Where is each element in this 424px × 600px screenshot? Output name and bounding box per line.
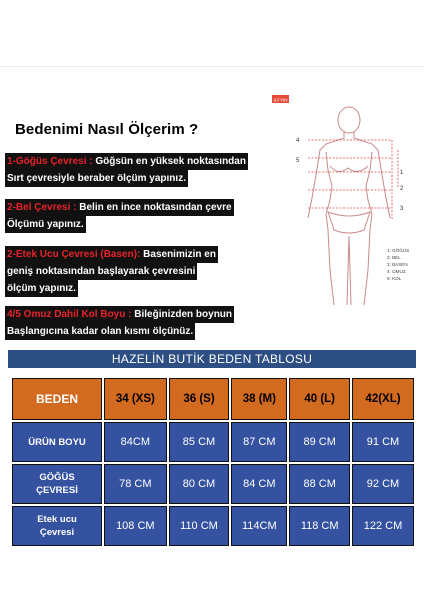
figure-legend-item: 2: BEL [387, 255, 401, 260]
body-measurement-figure [268, 90, 418, 310]
row-label-text: Çevresi [39, 527, 75, 538]
instruction-waist [5, 199, 234, 233]
figure-tag: ILFYIN [273, 97, 288, 103]
row-label [12, 422, 102, 462]
size-table-header-row [12, 378, 414, 420]
top-divider [0, 66, 424, 67]
figure-legend-item: 1: GÖĞÜS [387, 248, 410, 253]
row-label [12, 464, 102, 504]
figure-number: 3 [400, 206, 404, 212]
table-cell: 84CM [104, 422, 167, 462]
instruction-text: Başlangıcına kadar olan kısmı ölçünüz. [7, 326, 194, 337]
header-cell: 38 (M) [231, 378, 287, 420]
instruction-text: ölçüm yapınız. [7, 283, 76, 294]
table-cell: 89 CM [289, 422, 350, 462]
row-label-text: Etek ucu [37, 514, 77, 525]
table-cell: 85 CM [169, 422, 230, 462]
table-cell: 78 CM [104, 464, 167, 504]
row-label [12, 506, 102, 546]
size-table [10, 376, 416, 548]
table-cell: 91 CM [352, 422, 414, 462]
header-cell: BEDEN [12, 378, 102, 420]
table-row [12, 506, 414, 546]
figure-legend-item: 4: OMUZ [387, 269, 406, 274]
figure-legend-item: 5: KOL [387, 276, 402, 281]
table-cell: 118 CM [289, 506, 350, 546]
table-cell: 122 CM [352, 506, 414, 546]
page-title: Bedenimi Nasıl Ölçerim ? [15, 121, 199, 138]
table-cell: 88 CM [289, 464, 350, 504]
table-cell: 110 CM [169, 506, 230, 546]
instruction-text: Basenimizin en [140, 249, 216, 260]
header-cell: 40 (L) [289, 378, 350, 420]
table-cell: 92 CM [352, 464, 414, 504]
table-cell: 114CM [231, 506, 287, 546]
instruction-label: 2-Etek Ucu Çevresi (Basen): [7, 249, 141, 260]
instruction-label: 2-Bel Çevresi : [7, 202, 77, 213]
table-cell: 108 CM [104, 506, 167, 546]
table-cell: 80 CM [169, 464, 230, 504]
header-cell: 34 (XS) [104, 378, 167, 420]
instruction-hip [5, 246, 218, 297]
body-outline-illustration [268, 90, 418, 310]
instruction-text: Göğsün en yüksek noktasından [92, 156, 246, 167]
instruction-text: Ölçümü yapınız. [7, 219, 84, 230]
figure-number: 1 [400, 170, 404, 176]
row-label-text: ÜRÜN BOYU [28, 436, 86, 448]
instruction-label: 1-Göğüs Çevresi : [7, 156, 93, 167]
instruction-chest [5, 153, 248, 187]
instruction-text: geniş noktasından başlayarak çevresini [7, 266, 196, 277]
table-cell: 87 CM [231, 422, 287, 462]
instruction-arm-length [5, 306, 234, 340]
instruction-text: Bileğinizden boynun [131, 309, 233, 320]
figure-legend-item: 3: BASEN [387, 262, 408, 267]
header-cell: 36 (S) [169, 378, 230, 420]
table-row [12, 422, 414, 462]
table-cell: 84 CM [231, 464, 287, 504]
header-cell: 42(XL) [352, 378, 414, 420]
size-table-title: HAZELİN BUTİK BEDEN TABLOSU [8, 350, 416, 368]
instruction-text: Sırt çevresiyle beraber ölçüm yapınız. [7, 173, 186, 184]
figure-number: 4 [296, 138, 300, 144]
row-label-text: GÖĞÜS [39, 472, 75, 483]
instruction-text: Belin en ince noktasından çevre [76, 202, 232, 213]
instruction-label: 4/5 Omuz Dahil Kol Boyu : [7, 309, 132, 320]
figure-number: 2 [400, 186, 404, 192]
table-row [12, 464, 414, 504]
figure-number: 5 [296, 158, 300, 164]
row-label-text: ÇEVRESİ [36, 485, 78, 496]
